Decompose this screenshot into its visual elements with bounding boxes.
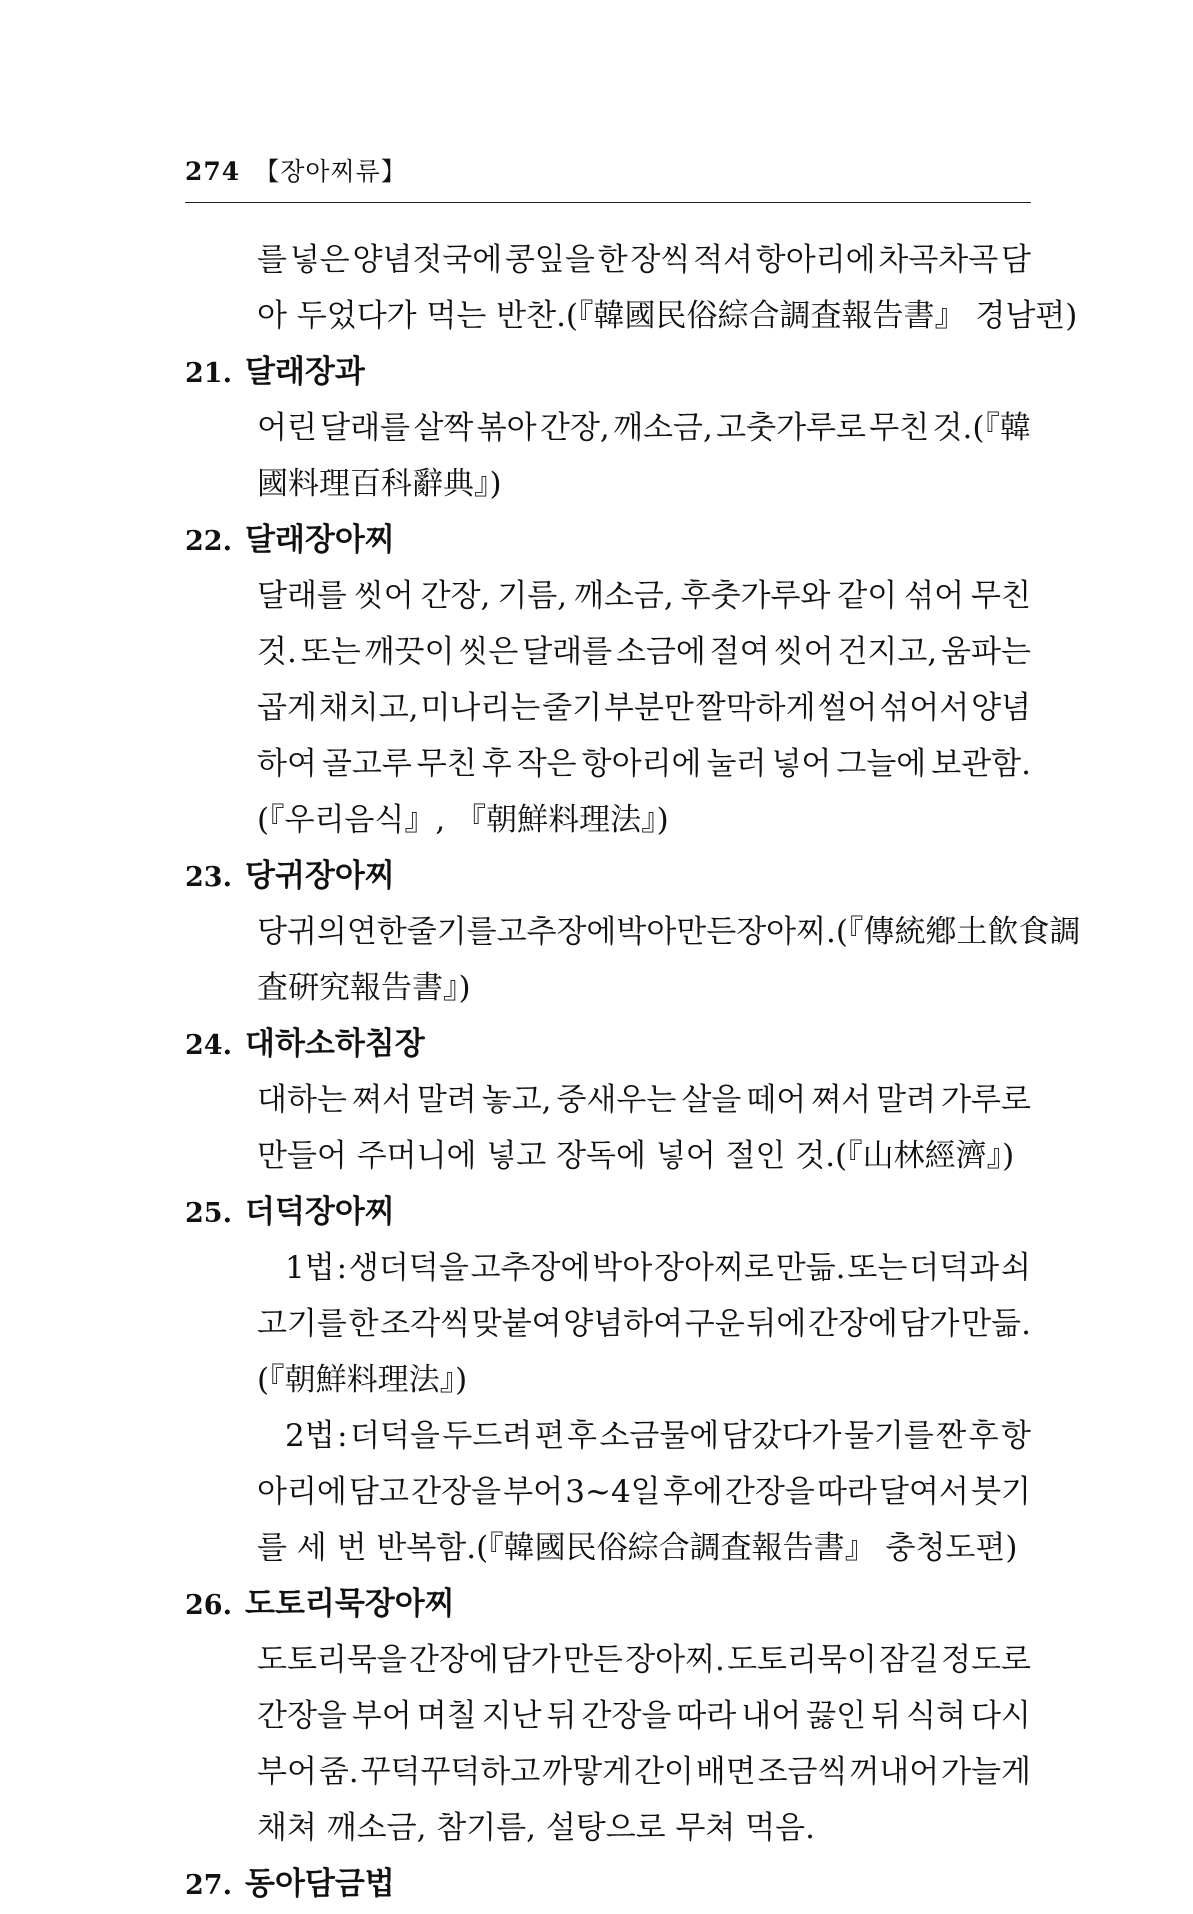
body-line: 부어 줌. 꾸덕꾸덕하고 까맣게 간이 배면 조금씩 꺼내어 가늘게: [257, 1754, 1031, 1790]
entry-number: 24.: [185, 1030, 232, 1061]
entry-number: 21.: [185, 358, 232, 389]
body-line: 어린 달래를 살짝 볶아 간장, 깨소금, 고춧가루로 무친 것.(『韓: [257, 410, 1031, 446]
section-title: 【장아찌류】: [254, 157, 407, 186]
entry-heading: [185, 512, 1031, 568]
body-line: 고기를 한 조각씩 맞붙여 양념하여 구운 뒤에 간장에 담가 만듦.: [257, 1306, 1031, 1342]
body-line: 國料理百科辭典』): [257, 466, 502, 502]
entry-heading: [185, 344, 1031, 400]
entry-heading: [185, 1016, 1031, 1072]
body-line: (『우리음식』, 『朝鮮料理法』): [257, 802, 669, 838]
entry-number: 23.: [185, 862, 232, 893]
entry-title: 달래장과: [245, 354, 365, 390]
body-line: 아 두었다가 먹는 반찬.(『韓國民俗綜合調査報告書』 경남편): [257, 298, 1078, 334]
body-line: 를 세 번 반복함.(『韓國民俗綜合調査報告書』 충청도편): [257, 1530, 1018, 1566]
entry-heading: [185, 1576, 1031, 1632]
entry-number: 25.: [185, 1198, 232, 1229]
body-line: 것. 또는 깨끗이 씻은 달래를 소금에 절여 씻어 건지고, 움파는: [257, 634, 1031, 670]
body-line: 곱게 채치고, 미나리는 줄기 부분만 짤막하게 썰어 섞어서 양념: [257, 690, 1031, 726]
body-line: 하여 골고루 무친 후 작은 항아리에 눌러 넣어 그늘에 보관함.: [257, 746, 1031, 782]
body-line: 대하는 쪄서 말려 놓고, 중새우는 살을 떼어 쪄서 말려 가루로: [257, 1082, 1031, 1118]
body-line: 도토리묵을 간장에 담가 만든 장아찌. 도토리묵이 잠길 정도로: [257, 1642, 1031, 1678]
entry-heading: [185, 848, 1031, 904]
entry-heading: [185, 1184, 1031, 1240]
body-line: 를 넣은 양념젓국에 콩잎을 한 장씩 적셔 항아리에 차곡차곡 담: [257, 242, 1031, 278]
body-line: 査硏究報告書』): [257, 970, 471, 1006]
entry-title: 더덕장아찌: [245, 1194, 395, 1230]
body-line: 간장을 부어 며칠 지난 뒤 간장을 따라 내어 끓인 뒤 식혀 다시: [257, 1698, 1031, 1734]
page-body: [185, 232, 1081, 1912]
entry-title: 도토리묵장아찌: [245, 1586, 455, 1622]
body-line: 달래를 씻어 간장, 기름, 깨소금, 후춧가루와 같이 섞어 무친: [257, 578, 1031, 614]
entry-number: 27.: [185, 1870, 232, 1901]
body-line: 채쳐 깨소금, 참기름, 설탕으로 무쳐 먹음.: [257, 1810, 815, 1846]
entry-title: 달래장아찌: [245, 522, 395, 558]
method-line: 1법 : 생더덕을 고추장에 박아 장아찌로 만듦. 또는 더덕과 쇠: [285, 1250, 1031, 1286]
page-number: 274: [185, 157, 241, 186]
entry-title: 당귀장아찌: [245, 858, 395, 894]
entry-number: 26.: [185, 1590, 232, 1621]
running-header: [185, 152, 407, 188]
entry-heading: [185, 1856, 1031, 1912]
entry-number: 22.: [185, 526, 232, 557]
body-line: (『朝鮮料理法』): [257, 1362, 468, 1398]
header-rule: [185, 202, 1031, 203]
entry-title: 대하소하침장: [245, 1026, 425, 1062]
body-line: 아리에 담고 간장을 부어 3~4일 후에 간장을 따라 달여서 붓기: [257, 1474, 1031, 1510]
method-line: 2법 : 더덕을 두드려 편 후 소금물에 담갔다가 물기를 짠 후 항: [285, 1418, 1031, 1454]
body-line: 당귀의 연한 줄기를 고추장에 박아 만든 장아찌.(『傳統鄕土飮食調: [257, 914, 1081, 950]
body-line: 만들어 주머니에 넣고 장독에 넣어 절인 것.(『山林經濟』): [257, 1138, 1015, 1174]
entry-title: 동아담금법: [245, 1866, 395, 1902]
